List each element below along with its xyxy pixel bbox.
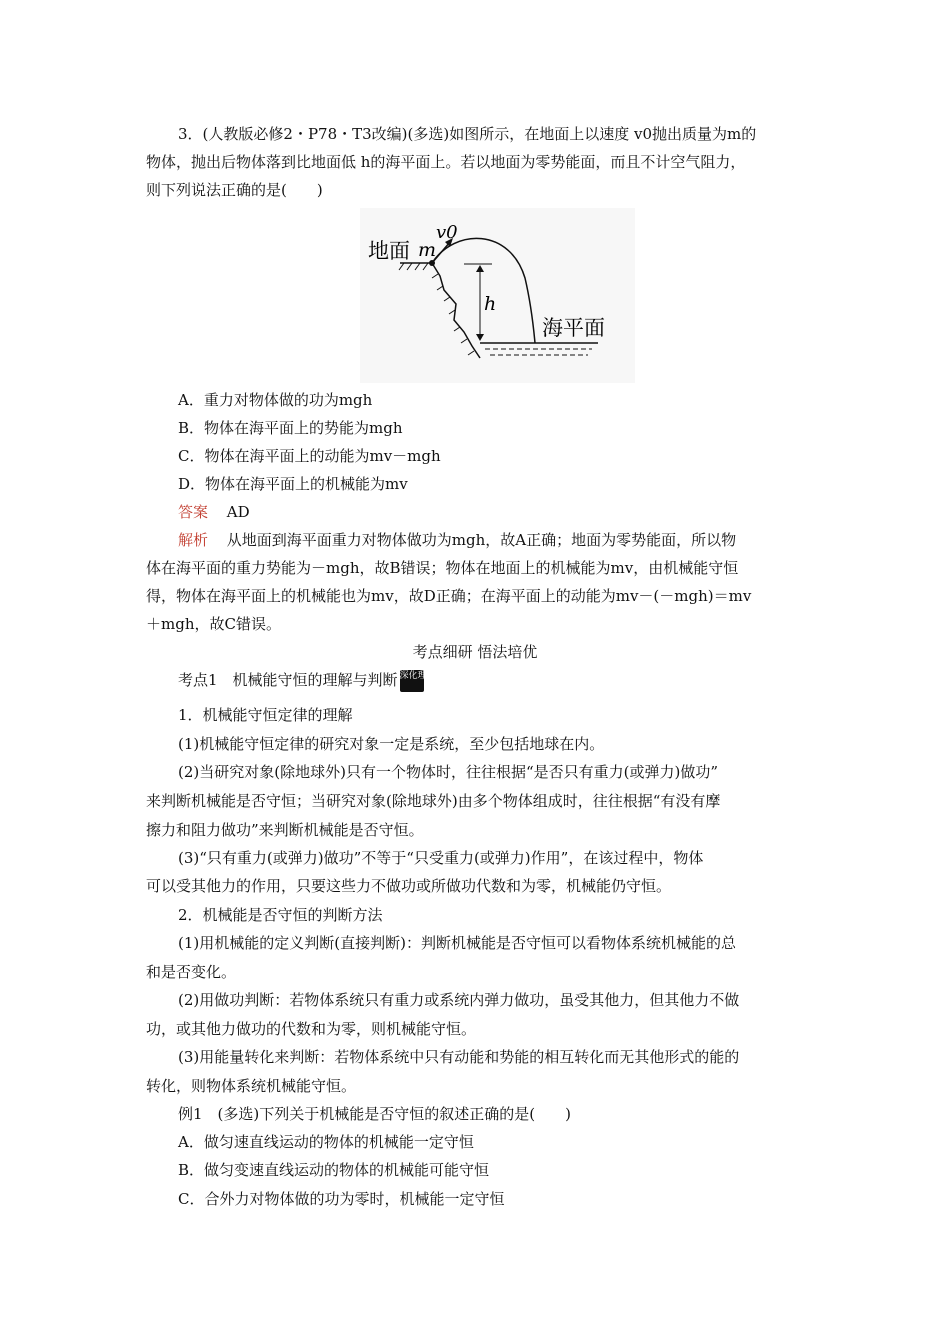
kaodian-title: 考点1 机械能守恒的理解与判断 [178,671,398,689]
point-2-2-line-1: (2)用做功判断：若物体系统只有重力或系统内弹力做功，虽受其他力，但其他力不做 [178,991,740,1009]
question-line-1: 3．(人教版必修2・P78・T3改编)(多选)如图所示，在地面上以速度 v0抛出质量为m的 [178,125,757,143]
point-2-1-line-1: (1)用机械能的定义判断(直接判断)：判断机械能是否守恒可以看物体系统机械能的总 [178,934,736,952]
kaodian-heading [178,670,436,692]
analysis-label: 解析 [178,531,209,549]
section-title: 考点细研 悟法培优 [412,643,538,661]
mass-label: m [418,239,437,261]
option-b: B．物体在海平面上的势能为mgh [178,419,403,437]
point-1-3-line-2: 可以受其他力的作用，只要这些力不做功或所做功代数和为零，机械能仍守恒。 [146,877,672,895]
point-2-3-line-2: 转化，则物体系统机械能守恒。 [146,1077,357,1095]
sea-level-label: 海平面 [542,316,605,340]
point-1-heading: 1．机械能守恒定律的理解 [178,706,353,724]
point-2-3-line-1: (3)用能量转化来判断：若物体系统中只有动能和势能的相互转化而无其他形式的能的 [178,1048,740,1066]
example-option-b: B．做匀变速直线运动的物体的机械能可能守恒 [178,1161,490,1179]
point-1-2-line-2: 来判断机械能是否守恒；当研究对象(除地球外)由多个物体组成时，往往根据“有没有摩 [146,792,721,810]
point-1-3-line-1: (3)“只有重力(或弹力)做功”不等于“只受重力(或弹力)作用”，在该过程中，物体 [178,849,704,867]
example-stem: 例1 (多选)下列关于机械能是否守恒的叙述正确的是( ) [178,1105,571,1123]
option-c: C．物体在海平面上的动能为mv－mgh [178,447,441,465]
answer-value: AD [226,503,250,521]
analysis-line-1: 从地面到海平面重力对物体做功为mgh，故A正确；地面为零势能面，所以物 [226,531,737,549]
answer-label: 答案 [178,503,209,521]
point-2-heading: 2．机械能是否守恒的判断方法 [178,906,383,924]
point-1-2-line-3: 擦力和阻力做功”来判断机械能是否守恒。 [146,821,424,839]
option-a: A．重力对物体做的功为mgh [178,391,373,409]
point-2-1-line-2: 和是否变化。 [146,963,237,981]
option-d: D．物体在海平面上的机械能为mv [178,475,408,493]
velocity-label: v0 [436,222,458,243]
question-line-2: 物体，抛出后物体落到比地面低 h的海平面上。若以地面为零势能面，而且不计空气阻力， [146,153,746,171]
point-1-1: (1)机械能守恒定律的研究对象一定是系统，至少包括地球在内。 [178,735,605,753]
example-option-a: A．做匀速直线运动的物体的机械能一定守恒 [178,1133,474,1151]
analysis-line-2: 体在海平面的重力势能为－mgh，故B错误；物体在地面上的机械能为mv，由机械能守恒 [146,559,739,577]
point-2-2-line-2: 功，或其他力做功的代数和为零，则机械能守恒。 [146,1020,477,1038]
answer-row [178,502,250,522]
deepen-understanding-badge: 深化理解 [400,670,424,692]
height-label: h [484,293,497,315]
example-option-c: C．合外力对物体做的功为零时，机械能一定守恒 [178,1190,505,1208]
analysis-line-3: 得，物体在海平面上的机械能也为mv，故D正确；在海平面上的动能为mv－(－mgh)＝mv [146,587,752,605]
projectile-figure [360,208,635,383]
analysis-row-1 [178,530,736,550]
point-1-2-line-1: (2)当研究对象(除地球外)只有一个物体时，往往根据“是否只有重力(或弹力)做功” [178,763,718,781]
analysis-line-4: ＋mgh，故C错误。 [146,615,281,633]
ground-label: 地面 [368,239,410,263]
question-line-3: 则下列说法正确的是( ) [146,181,323,199]
